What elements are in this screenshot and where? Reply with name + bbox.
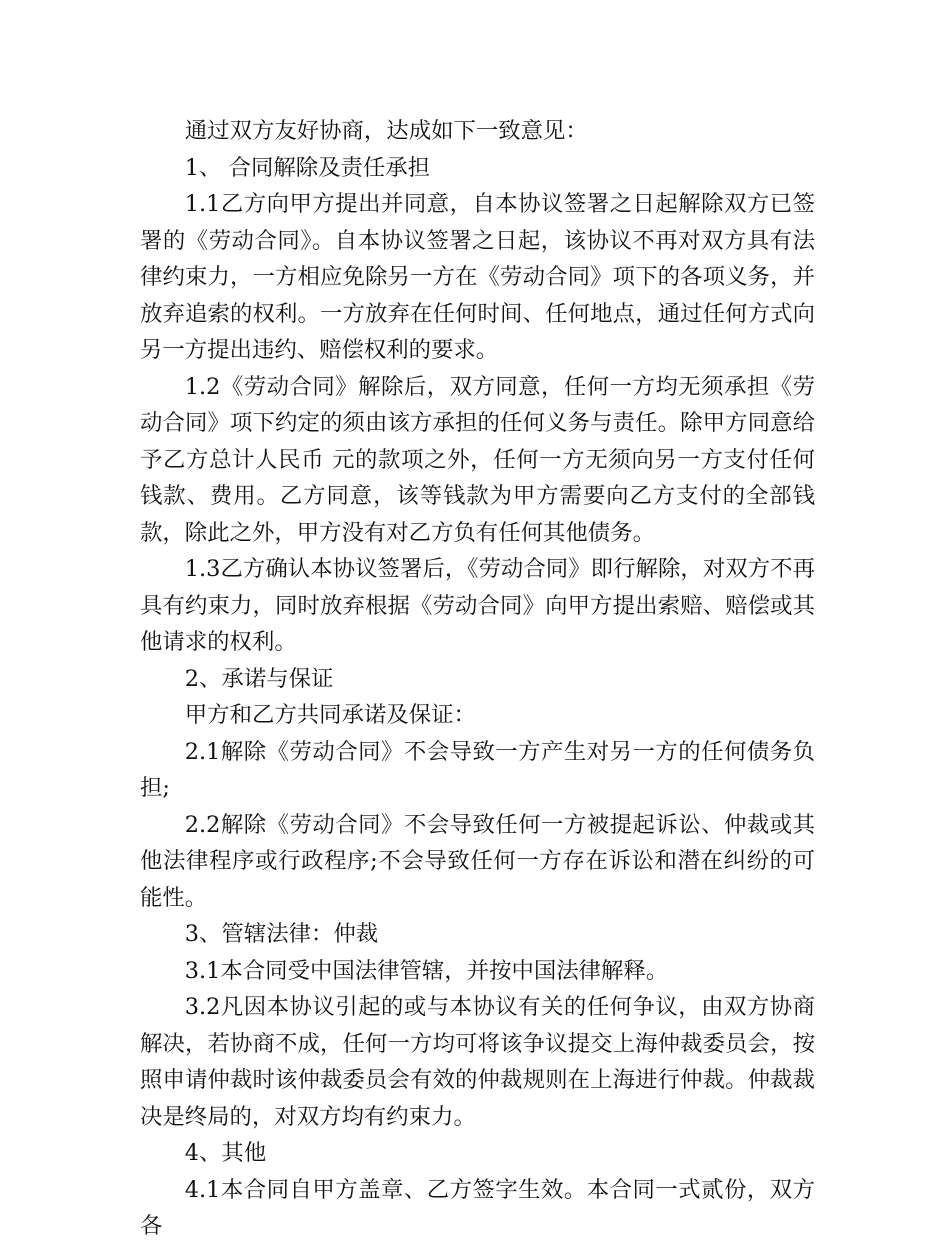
clause-1-1: 1.1乙方向甲方提出并同意，自本协议签署之日起解除双方已签署的《劳动合同》。自本协议签署之日起，该协议不再对双方具有法律约束力，一方相应免除另一方在《劳动合同》项下的各项义务，并放弃追索的权利。一方放弃在任何时间、任何地点，通过任何方式向另一方提出违约、赔偿权利的要求。 xyxy=(140,191,815,363)
section-2-intro: 甲方和乙方共同承诺及保证： xyxy=(184,702,476,728)
clause-2-2: 2.2解除《劳动合同》不会导致任何一方被提起诉讼、仲裁或其他法律程序或行政程序;不会导致任何一方存在诉讼和潜在纠纷的可能性。 xyxy=(140,811,815,911)
clause-3-2: 3.2凡因本协议引起的或与本协议有关的任何争议，由双方协商解决，若协商不成，任何一方均可将该争议提交上海仲裁委员会，按照申请仲裁时该仲裁委员会有效的仲裁规则在上海进行仲裁。仲裁裁决是终局的，对双方均有约束力。 xyxy=(140,994,815,1130)
clause-2-1: 2.1解除《劳动合同》不会导致一方产生对另一方的任何债务负担; xyxy=(140,738,815,801)
intro-paragraph: 通过双方友好协商，达成如下一致意见： xyxy=(184,118,588,144)
document-body xyxy=(140,113,815,1245)
section-3-heading: 3、管辖法律：仲裁 xyxy=(184,921,379,947)
section-1-heading: 1、 合同解除及责任承担 xyxy=(184,154,431,181)
clause-4-1: 4.1本合同自甲方盖章、乙方签字生效。本合同一式贰份，双方各 xyxy=(140,1176,815,1239)
section-4-heading: 4、其他 xyxy=(184,1140,267,1166)
clause-3-1: 3.1本合同受中国法律管辖，并按中国法律解释。 xyxy=(184,957,669,984)
clause-1-2: 1.2《劳动合同》解除后，双方同意，任何一方均无须承担《劳动合同》项下约定的须由该方承担的任何义务与责任。除甲方同意给予乙方总计人民币 元的款项之外，任何一方无须向另一方支付任何钱款、费用。乙方同意，该等钱款为甲方需要向乙方支付的全部钱款，除此之外，甲方没有对乙方负有任何其他债务。 xyxy=(140,373,815,546)
section-2-heading: 2、承诺与保证 xyxy=(184,665,334,692)
clause-1-3: 1.3乙方确认本协议签署后，《劳动合同》即行解除，对双方不再具有约束力，同时放弃根据《劳动合同》向甲方提出索赔、赔偿或其他请求的权利。 xyxy=(140,556,815,655)
